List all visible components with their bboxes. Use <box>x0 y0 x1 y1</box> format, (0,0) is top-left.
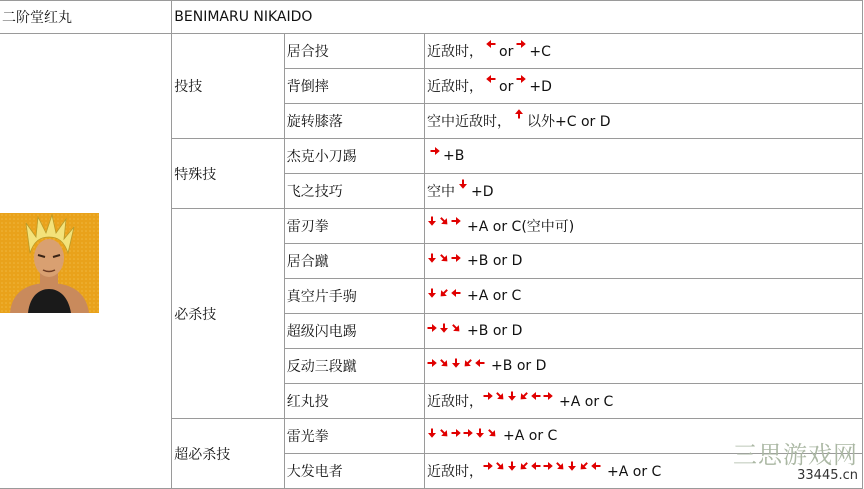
move-name: 居合投 <box>284 34 424 69</box>
move-name: 旋转膝落 <box>284 104 424 139</box>
category-cell: 超必杀技 <box>172 419 284 489</box>
up-arrow-icon <box>514 109 524 119</box>
command-text: +B or D <box>467 253 523 269</box>
right-arrow-icon <box>516 74 526 84</box>
command-arrows <box>427 288 467 304</box>
right-arrow-icon <box>451 253 461 263</box>
watermark-cn: 三思游戏网 <box>733 441 858 469</box>
command-text: +A or C <box>503 428 558 444</box>
move-command <box>425 139 863 174</box>
command-text: +A or C <box>559 394 614 410</box>
move-name: 雷刃拳 <box>284 209 424 244</box>
down-arrow-icon <box>427 253 437 263</box>
character-name-en: BENIMARU NIKAIDO <box>172 1 863 34</box>
downright-arrow-icon <box>439 216 449 226</box>
header-row <box>0 1 863 34</box>
move-name: 雷光拳 <box>284 419 424 454</box>
command-text: 空中近敌时， <box>427 114 512 130</box>
command-arrows <box>427 148 443 164</box>
command-text: 近敌时， <box>427 44 484 60</box>
command-text: or <box>499 79 514 95</box>
downright-arrow-icon <box>439 253 449 263</box>
category-cell: 必杀技 <box>172 209 284 419</box>
down-arrow-icon <box>507 391 517 401</box>
downleft-arrow-icon <box>463 358 473 368</box>
down-arrow-icon <box>427 288 437 298</box>
downright-arrow-icon <box>439 358 449 368</box>
command-arrows <box>483 41 499 57</box>
portrait-cell <box>0 34 172 489</box>
move-name: 背倒摔 <box>284 69 424 104</box>
move-command <box>425 454 863 489</box>
right-arrow-icon <box>516 39 526 49</box>
command-text: 以外+C or D <box>527 114 611 130</box>
right-arrow-icon <box>483 391 493 401</box>
downright-arrow-icon <box>487 428 497 438</box>
downleft-arrow-icon <box>519 391 529 401</box>
downleft-arrow-icon <box>519 461 529 471</box>
command-text: 空中 <box>427 184 456 200</box>
command-arrows <box>511 111 527 127</box>
command-text: +A or C <box>467 288 522 304</box>
right-arrow-icon <box>451 216 461 226</box>
command-text: 近敌时， <box>427 79 484 95</box>
move-command <box>425 104 863 139</box>
left-arrow-icon <box>591 461 601 471</box>
left-arrow-icon <box>475 358 485 368</box>
move-name: 居合蹴 <box>284 244 424 279</box>
command-arrows <box>427 358 491 374</box>
down-arrow-icon <box>458 179 468 189</box>
watermark-url: 33445.cn <box>797 468 858 483</box>
move-command <box>425 209 863 244</box>
move-name: 超级闪电踢 <box>284 314 424 349</box>
command-arrows <box>483 461 607 477</box>
downright-arrow-icon <box>439 428 449 438</box>
command-arrows <box>483 391 559 407</box>
move-command <box>425 419 863 454</box>
command-arrows <box>513 76 529 92</box>
move-command <box>425 384 863 419</box>
command-text: +D <box>529 79 552 95</box>
command-arrows <box>455 181 471 197</box>
down-arrow-icon <box>439 323 449 333</box>
command-text: +D <box>471 184 494 200</box>
right-arrow-icon <box>451 428 461 438</box>
move-command <box>425 244 863 279</box>
move-name: 红丸投 <box>284 384 424 419</box>
left-arrow-icon <box>531 391 541 401</box>
category-cell: 投技 <box>172 34 284 139</box>
move-command <box>425 34 863 69</box>
downright-arrow-icon <box>495 391 505 401</box>
command-text: 近敌时， <box>427 394 484 410</box>
command-text: +A or C <box>607 464 662 480</box>
move-row <box>0 34 863 69</box>
command-arrows <box>483 76 499 92</box>
move-name: 反动三段蹴 <box>284 349 424 384</box>
move-name: 大发电者 <box>284 454 424 489</box>
move-command <box>425 279 863 314</box>
move-name: 真空片手驹 <box>284 279 424 314</box>
right-arrow-icon <box>427 323 437 333</box>
down-arrow-icon <box>475 428 485 438</box>
downright-arrow-icon <box>555 461 565 471</box>
downright-arrow-icon <box>451 323 461 333</box>
right-arrow-icon <box>483 461 493 471</box>
move-command <box>425 349 863 384</box>
command-arrows <box>427 253 467 269</box>
move-command <box>425 174 863 209</box>
move-command <box>425 314 863 349</box>
move-command <box>425 69 863 104</box>
left-arrow-icon <box>451 288 461 298</box>
move-list-body <box>0 1 863 489</box>
left-arrow-icon <box>486 74 496 84</box>
downleft-arrow-icon <box>579 461 589 471</box>
move-name: 杰克小刀踢 <box>284 139 424 174</box>
benimaru-portrait-icon <box>0 213 99 313</box>
left-arrow-icon <box>531 461 541 471</box>
command-arrows <box>427 428 503 444</box>
command-text: +B or D <box>491 358 547 374</box>
down-arrow-icon <box>451 358 461 368</box>
down-arrow-icon <box>507 461 517 471</box>
downright-arrow-icon <box>495 461 505 471</box>
right-arrow-icon <box>430 146 440 156</box>
downleft-arrow-icon <box>439 288 449 298</box>
character-name-cn: 二阶堂红丸 <box>0 1 172 34</box>
command-arrows <box>513 41 529 57</box>
right-arrow-icon <box>543 461 553 471</box>
right-arrow-icon <box>427 358 437 368</box>
command-arrows <box>427 323 467 339</box>
category-cell: 特殊技 <box>172 139 284 209</box>
command-text: +C <box>529 44 551 60</box>
down-arrow-icon <box>567 461 577 471</box>
command-text: or <box>499 44 514 60</box>
command-text: 近敌时， <box>427 464 484 480</box>
command-arrows <box>427 216 467 232</box>
down-arrow-icon <box>427 428 437 438</box>
command-text: +B or D <box>467 323 523 339</box>
right-arrow-icon <box>463 428 473 438</box>
command-text: +B <box>443 148 465 164</box>
right-arrow-icon <box>543 391 553 401</box>
left-arrow-icon <box>486 39 496 49</box>
move-name: 飞之技巧 <box>284 174 424 209</box>
command-text: +A or C(空中可) <box>467 219 575 235</box>
down-arrow-icon <box>427 216 437 226</box>
